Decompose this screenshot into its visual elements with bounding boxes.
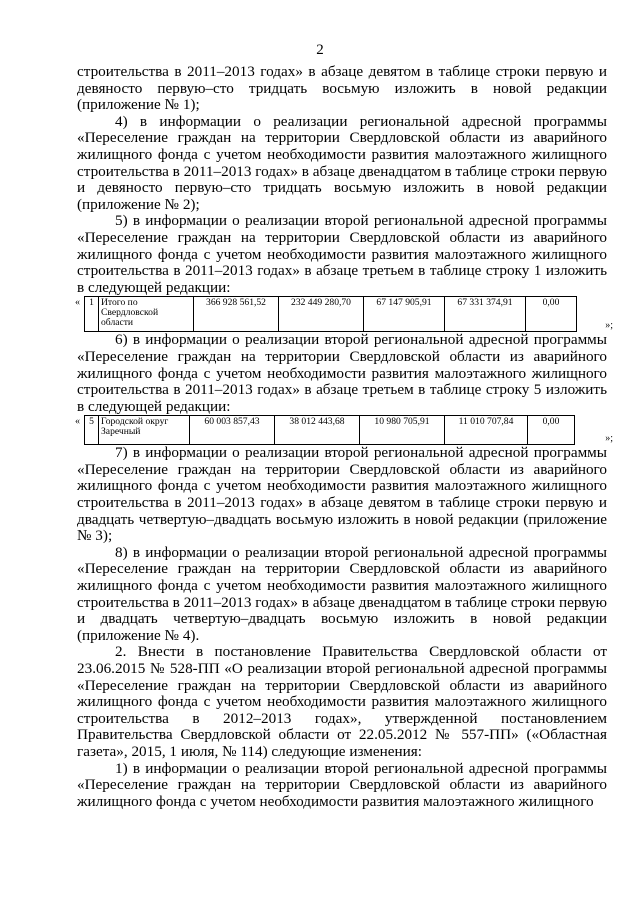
table-cell-number: 5 <box>85 416 99 445</box>
table-row-5 <box>71 415 613 445</box>
table-row <box>85 297 577 332</box>
table-cell-value: 38 012 443,68 <box>275 416 360 445</box>
table-cell-value: 67 331 374,91 <box>445 297 526 332</box>
close-quote: »; <box>605 433 613 445</box>
document-body <box>75 63 613 810</box>
table-row-1 <box>71 296 613 332</box>
table-cell-value: 11 010 707,84 <box>445 416 528 445</box>
paragraph: 1) в информации о реализации второй региональной адресной программы «Переселение граждан на территории Свердловской области из аварийного жилищного фонда с учетом необходимости развития малоэтажного жилищного <box>77 759 607 810</box>
table-cell-value: 10 980 705,91 <box>360 416 445 445</box>
paragraph: 8) в информации о реализации второй региональной адресной программы «Переселение граждан на территории Свердловской области из аварийного жилищного фонда с учетом необходимости развития малоэтажного жилищного строительства в 2011–2013 годах» в абзаце двенадцатом в таблице строки первую и двадцать четвертую–двадцать восьмую изложить в новой редакции (приложение № 4). <box>77 543 607 644</box>
table-cell-value: 366 928 561,52 <box>194 297 279 332</box>
open-quote: « <box>75 297 80 309</box>
close-quote: »; <box>605 320 613 332</box>
paragraph: 2. Внести в постановление Правительства Свердловской области от 23.06.2015 № 528-ПП «О реализации второй региональной адресной программы «Переселение граждан на территории Свердловской области из аварийного жилищного фонда с учетом необходимости развития малоэтажного жилищного строительства в 2012–2013 годах», утвержденной постановлением Правительства Свердловской области от 22.05.2012 № 557-ПП» («Областная газета», 2015, 1 июля, № 114) следующие изменения: <box>77 643 607 760</box>
table-cell-value: 232 449 280,70 <box>279 297 364 332</box>
paragraph: 4) в информации о реализации региональной адресной программы «Переселение граждан на территории Свердловской области из аварийного жилищного фонда с учетом необходимости развития малоэтажного жилищного строительства в 2011–2013 годах» в абзаце двенадцатом в таблице строки первую и девяносто первую–сто тридцать восьмую изложить в новой редакции (приложение № 2); <box>77 112 607 213</box>
table-row <box>85 416 575 445</box>
table-cell-value: 60 003 857,43 <box>190 416 275 445</box>
open-quote: « <box>75 416 80 428</box>
table-cell-value: 0,00 <box>526 297 577 332</box>
table-cell-value: 0,00 <box>528 416 575 445</box>
table-cell-number: 1 <box>85 297 99 332</box>
paragraph: 7) в информации о реализации второй региональной адресной программы «Переселение граждан на территории Свердловской области из аварийного жилищного фонда с учетом необходимости развития малоэтажного жилищного строительства в 2011–2013 годах» в абзаце девятом в таблице строки первую и двадцать четвертую–двадцать восьмую изложить в новой редакции (приложение № 3); <box>77 444 607 545</box>
paragraph: строительства в 2011–2013 годах» в абзаце девятом в таблице строки первую и девяносто первую–сто тридцать восьмую изложить в новой редакции (приложение № 1); <box>77 63 607 114</box>
paragraph: 6) в информации о реализации второй региональной адресной программы «Переселение граждан на территории Свердловской области из аварийного жилищного фонда с учетом необходимости развития малоэтажного жилищного строительства в 2011–2013 годах» в абзаце третьем в таблице строку 5 изложить в следующей редакции: <box>77 331 607 415</box>
table <box>84 296 577 332</box>
table-cell-name: Итого по Свердловской области <box>99 297 194 332</box>
paragraph: 5) в информации о реализации второй региональной адресной программы «Переселение граждан на территории Свердловской области из аварийного жилищного фонда с учетом необходимости развития малоэтажного жилищного строительства в 2011–2013 годах» в абзаце третьем в таблице строку 1 изложить в следующей редакции: <box>77 212 607 296</box>
table-cell-name: Городской округ Заречный <box>99 416 190 445</box>
page-number: 2 <box>316 42 324 58</box>
table-cell-value: 67 147 905,91 <box>364 297 445 332</box>
table <box>84 415 575 445</box>
